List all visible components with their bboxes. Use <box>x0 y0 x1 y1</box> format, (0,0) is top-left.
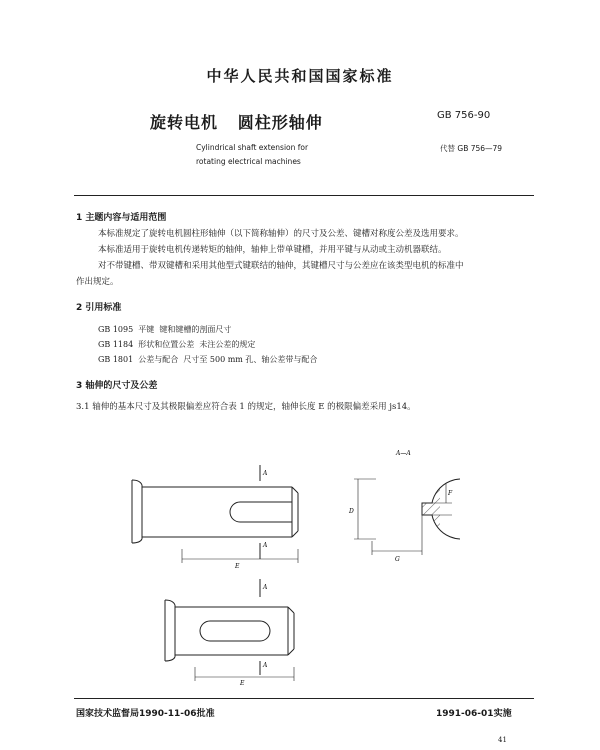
section-1-paragraph: 作出规定。 <box>76 277 119 287</box>
dimension-e-label: E <box>240 680 245 685</box>
page-number: 41 <box>498 736 507 744</box>
section-mark-label: A <box>263 584 268 591</box>
section-1-paragraph: 本标准适用于旋转电机传递转矩的轴伸，轴伸上带单键槽，并用平键与从动或主动机器联结。 <box>98 245 447 255</box>
section-1-paragraph: 对不带键槽、带双键槽和采用其他型式键联结的轴伸，其键槽尺寸与公差应在该类型电机的标准中 <box>98 261 464 271</box>
document-title: 旋转电机 圆柱形轴伸 <box>150 113 323 132</box>
clause-3-1: 3.1 轴伸的基本尺寸及其极限偏差应符合表 1 的规定，轴伸长度 E 的极限偏差采用 js14。 <box>76 402 416 412</box>
reference-item: GB 1184 形状和位置公差 未注公差的规定 <box>98 340 256 349</box>
reference-item: GB 1095 平键 键和键槽的剖面尺寸 <box>98 325 232 334</box>
dimension-f-label: F <box>448 490 453 497</box>
approval-date: 国家技术监督局1990-11-06批准 <box>76 709 215 719</box>
national-standard-heading: 中华人民共和国国家标准 <box>206 67 394 85</box>
english-title-line-2: rotating electrical machines <box>196 157 301 166</box>
footer-divider <box>74 698 534 699</box>
standard-number: GB 756-90 <box>437 110 491 121</box>
dimension-g-label: G <box>395 556 400 563</box>
section-title-label: A—A <box>396 450 411 457</box>
shaft-drawing-open-slot <box>120 455 320 570</box>
section-a-a-drawing <box>340 445 460 565</box>
dimension-e-label: E <box>235 563 240 570</box>
shaft-drawing-closed-slot <box>120 575 320 685</box>
section-mark-label: A <box>263 542 268 549</box>
english-title-line-1: Cylindrical shaft extension for <box>196 143 309 152</box>
effective-date: 1991-06-01实施 <box>436 709 512 719</box>
reference-item: GB 1801 公差与配合 尺寸至 500 mm 孔、轴公差带与配合 <box>98 355 318 364</box>
section-2-heading: 2 引用标准 <box>76 303 122 313</box>
section-3-heading: 3 轴伸的尺寸及公差 <box>76 381 158 391</box>
section-1-heading: 1 主题内容与适用范围 <box>76 213 167 223</box>
section-mark-label: A <box>263 470 268 477</box>
replaces-standard: 代替 GB 756—79 <box>440 144 503 153</box>
header-divider <box>74 195 534 196</box>
dimension-d-label: D <box>349 508 354 515</box>
section-mark-label: A <box>263 662 268 669</box>
section-1-paragraph: 本标准规定了旋转电机圆柱形轴伸（以下简称轴伸）的尺寸及公差、键槽对称度公差及选用要求。 <box>98 229 464 239</box>
